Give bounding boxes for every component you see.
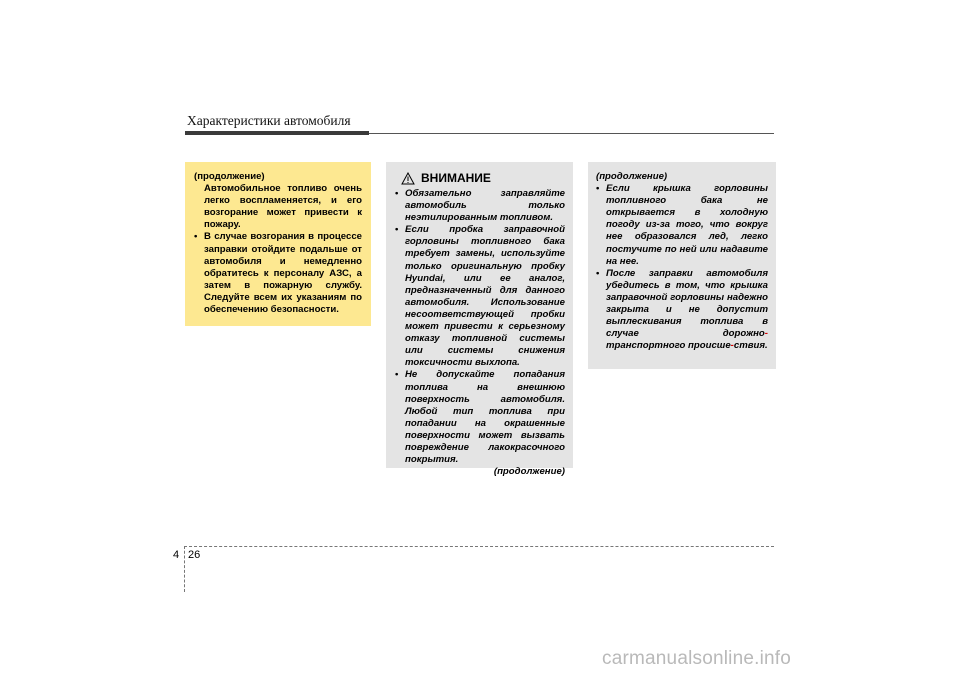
list-item: • Обязательно заправляйте автомобиль только неэтилированным топливом. bbox=[395, 188, 565, 224]
list-item bbox=[596, 268, 768, 353]
list-item: • Если пробка заправочной горловины топливного бака требует замены, используйте только оригинальную пробку Hyundai, или ее аналог, предназначенный для данного автомобиля. Использование несоответствующей пробки может привести к серьезному отказу топливной системы или системы снижения токсичности выхлопа. bbox=[395, 224, 565, 369]
list-item: • Не допускайте попадания топлива на внешнюю поверхность автомобиля. Любой тип топлива при попадании на окрашенные поверхности может вызвать повреждение лакокрасочного покрытия. bbox=[395, 369, 565, 466]
continued-list bbox=[596, 183, 768, 352]
warning-box bbox=[386, 162, 573, 478]
continued-label: (продолжение) bbox=[194, 171, 265, 182]
continued-label: (продолжение) bbox=[493, 466, 565, 478]
watermark: carmanualsonline.info bbox=[602, 648, 792, 669]
chapter-number: 4 bbox=[173, 549, 180, 561]
list-item: • Если крышка горловины топливного бака не открывается в холодную погоду из-за того, что вокруг нее образовался лед, легко постучите по ней или надавите на нее. bbox=[596, 183, 768, 268]
page-number: 26 bbox=[188, 549, 201, 561]
note-list bbox=[194, 231, 362, 316]
list-item-text: ствия. bbox=[733, 340, 768, 352]
header-accent-bar bbox=[185, 131, 369, 135]
warning-continued-box bbox=[588, 162, 776, 369]
hyphen-mark: - bbox=[764, 328, 768, 340]
footer-rule bbox=[184, 546, 774, 547]
list-item-text: транспортного происше bbox=[606, 340, 731, 352]
continued-label: (продолжение) bbox=[596, 171, 668, 182]
warning-heading bbox=[401, 171, 565, 185]
header-rule bbox=[369, 133, 774, 134]
hyphen-mark: - bbox=[730, 340, 734, 352]
list-item: • В случае возгорания в процессе заправки отойдите подальше от автомобиля и немедленно обратитесь к персоналу АЗС, а затем в пожарную службу. Следуйте всем их указаниям по обеспечению безопасности. bbox=[194, 231, 362, 316]
page-header-title: Характеристики автомобиля bbox=[187, 113, 351, 128]
note-paragraph: Автомобильное топливо очень легко воспламеняется, и его возгорание может привести к пожару. bbox=[204, 183, 362, 231]
warning-triangle-icon bbox=[401, 172, 415, 185]
warning-title: ВНИМАНИЕ bbox=[421, 171, 491, 185]
footer-divider bbox=[184, 546, 185, 592]
list-item-text: После заправки автомобиля убедитесь в том, что крышка заправочной горловины надежно закрыта и не допустит выплескивания топлива в случае дорожно bbox=[606, 267, 768, 340]
warning-list bbox=[395, 188, 565, 466]
caution-note-box bbox=[185, 162, 371, 326]
